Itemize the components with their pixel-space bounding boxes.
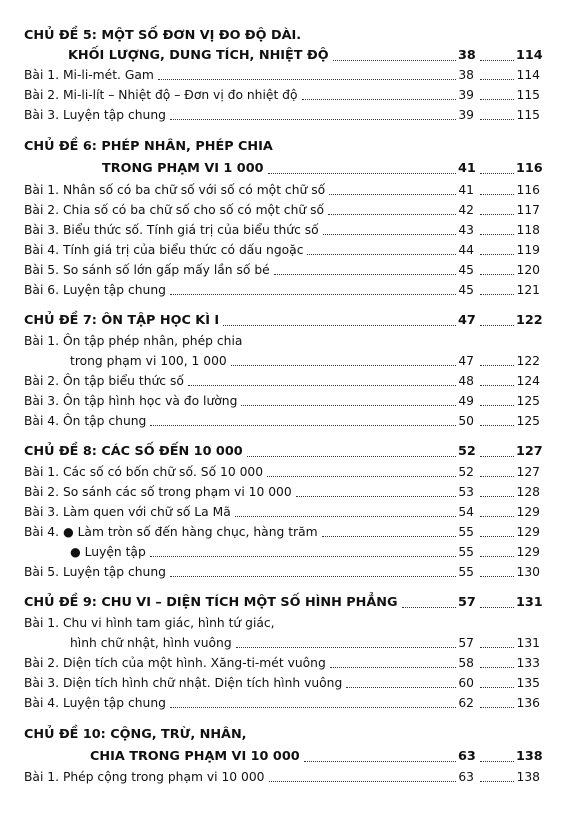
page-number-student: 45 — [458, 263, 474, 277]
toc-entry — [24, 222, 540, 238]
page-number-student: 47 — [458, 354, 474, 368]
dot-leader — [328, 214, 456, 215]
toc-entry — [24, 107, 540, 123]
page-number-student: 50 — [458, 414, 474, 428]
toc-entry — [24, 615, 540, 631]
page-number-answer: 125 — [516, 394, 540, 408]
toc-heading — [24, 139, 540, 155]
toc-label: Bài 3. Diện tích hình chữ nhật. Diện tích hình vuông — [24, 676, 343, 690]
toc-heading — [24, 595, 543, 611]
page-number-answer: 138 — [516, 749, 543, 764]
toc-label: Bài 2. Diện tích của một hình. Xăng-ti-mét vuông — [24, 656, 326, 670]
dot-leader — [480, 99, 514, 100]
toc-label: CHỦ ĐỀ 8: CÁC SỐ ĐẾN 10 000 — [24, 444, 243, 459]
toc-heading — [24, 727, 540, 743]
page-number-answer: 129 — [516, 545, 540, 559]
page-number-answer: 136 — [516, 696, 540, 710]
dot-leader — [480, 60, 514, 61]
dot-leader — [480, 385, 514, 386]
page-number-answer: 115 — [516, 88, 540, 102]
dot-leader — [158, 79, 456, 80]
page-number-answer: 124 — [516, 374, 540, 388]
toc-entry — [24, 675, 540, 691]
dot-leader — [330, 667, 456, 668]
toc-label: CHỦ ĐỀ 7: ÔN TẬP HỌC KÌ I — [24, 313, 220, 328]
toc-label: Bài 3. Làm quen với chữ số La Mã — [24, 505, 231, 519]
page-number-student: 48 — [458, 374, 474, 388]
toc-entry — [24, 67, 540, 83]
dot-leader — [304, 761, 456, 762]
toc-label: Bài 1. Nhân số có ba chữ số với số có một chữ số — [24, 183, 326, 197]
toc-label: Bài 5. So sánh số lớn gấp mấy lần số bé — [24, 263, 270, 277]
toc-heading — [24, 48, 543, 64]
page-number-answer: 121 — [516, 283, 540, 297]
page-number-answer: 138 — [516, 770, 540, 784]
dot-leader — [241, 405, 456, 406]
toc-label: trong phạm vi 100, 1 000 — [70, 354, 227, 368]
page-number-answer: 131 — [516, 636, 540, 650]
page-number-answer: 120 — [516, 263, 540, 277]
toc-entry — [24, 544, 540, 560]
toc-entry — [24, 413, 540, 429]
page-number-student: 42 — [458, 203, 474, 217]
dot-leader — [480, 516, 514, 517]
page-number-student: 63 — [458, 749, 476, 764]
dot-leader — [480, 687, 514, 688]
dot-leader — [296, 496, 456, 497]
toc-label: Bài 1. Các số có bốn chữ số. Số 10 000 — [24, 465, 264, 479]
toc-heading — [24, 28, 540, 44]
dot-leader — [480, 234, 514, 235]
page-number-student: 54 — [458, 505, 474, 519]
dot-leader — [480, 79, 514, 80]
toc-label: Bài 6. Luyện tập chung — [24, 283, 166, 297]
page-number-answer: 119 — [516, 243, 540, 257]
toc-entry — [24, 769, 540, 785]
page-number-student: 52 — [458, 444, 476, 459]
toc-entry — [24, 695, 540, 711]
dot-leader — [480, 365, 514, 366]
toc-heading — [24, 313, 543, 329]
dot-leader — [223, 325, 456, 326]
toc-entry — [24, 202, 540, 218]
page-number-answer: 122 — [516, 354, 540, 368]
toc-entry — [24, 262, 540, 278]
toc-entry — [24, 504, 540, 520]
dot-leader — [274, 274, 456, 275]
page-number-answer: 114 — [516, 48, 543, 63]
toc-label: Bài 3. Luyện tập chung — [24, 108, 166, 122]
dot-leader — [480, 761, 514, 762]
dot-leader — [480, 647, 514, 648]
toc-entry — [24, 373, 540, 389]
page-number-answer: 122 — [516, 313, 543, 328]
dot-leader — [307, 254, 456, 255]
dot-leader — [480, 173, 514, 174]
page-number-student: 43 — [458, 223, 474, 237]
toc-label: TRONG PHẠM VI 1 000 — [102, 161, 264, 176]
toc-entry — [24, 393, 540, 409]
dot-leader — [150, 556, 456, 557]
toc-label: Bài 2. So sánh các số trong phạm vi 10 000 — [24, 485, 292, 499]
dot-leader — [333, 60, 456, 61]
toc-entry — [24, 182, 540, 198]
dot-leader — [323, 234, 456, 235]
dot-leader — [480, 425, 514, 426]
dot-leader — [480, 667, 514, 668]
page-number-student: 39 — [458, 108, 474, 122]
dot-leader — [480, 707, 514, 708]
dot-leader — [188, 385, 456, 386]
dot-leader — [480, 476, 514, 477]
page-number-answer: 116 — [516, 161, 543, 176]
dot-leader — [480, 556, 514, 557]
dot-leader — [170, 294, 456, 295]
page-number-answer: 125 — [516, 414, 540, 428]
toc-entry — [24, 282, 540, 298]
toc-heading — [24, 444, 543, 460]
toc-label: Bài 2. Ôn tập biểu thức số — [24, 374, 184, 388]
dot-leader — [247, 456, 456, 457]
page-number-answer: 135 — [516, 676, 540, 690]
toc-heading — [24, 749, 543, 765]
page-number-student: 49 — [458, 394, 474, 408]
dot-leader — [480, 194, 514, 195]
page-number-student: 52 — [458, 465, 474, 479]
toc-entry — [24, 655, 540, 671]
page-number-student: 57 — [458, 636, 474, 650]
dot-leader — [170, 119, 456, 120]
dot-leader — [480, 781, 514, 782]
dot-leader — [269, 781, 456, 782]
dot-leader — [480, 405, 514, 406]
page-number-student: 60 — [458, 676, 474, 690]
page-number-student: 44 — [458, 243, 474, 257]
dot-leader — [322, 536, 456, 537]
page-number-answer: 117 — [516, 203, 540, 217]
page-number-answer: 128 — [516, 485, 540, 499]
dot-leader — [267, 476, 456, 477]
toc-label: Bài 5. Luyện tập chung — [24, 565, 166, 579]
dot-leader — [302, 99, 456, 100]
toc-label: Bài 2. Chia số có ba chữ số cho số có một chữ số — [24, 203, 324, 217]
dot-leader — [231, 365, 456, 366]
dot-leader — [402, 607, 456, 608]
page-number-answer: 129 — [516, 525, 540, 539]
page-number-answer: 114 — [516, 68, 540, 82]
toc-label: KHỐI LƯỢNG, DUNG TÍCH, NHIỆT ĐỘ — [68, 48, 329, 63]
page-number-student: 53 — [458, 485, 474, 499]
toc-entry — [24, 484, 540, 500]
dot-leader — [480, 576, 514, 577]
page-number-student: 55 — [458, 545, 474, 559]
dot-leader — [346, 687, 456, 688]
toc-label: CHỦ ĐỀ 5: MỘT SỐ ĐƠN VỊ ĐO ĐỘ DÀI. — [24, 28, 302, 43]
page-number-student: 41 — [458, 183, 474, 197]
dot-leader — [480, 536, 514, 537]
dot-leader — [236, 647, 456, 648]
page-number-answer: 129 — [516, 505, 540, 519]
toc-label: hình chữ nhật, hình vuông — [70, 636, 232, 650]
page-number-answer: 118 — [516, 223, 540, 237]
toc-entry — [24, 464, 540, 480]
page-number-answer: 127 — [516, 444, 543, 459]
dot-leader — [480, 214, 514, 215]
dot-leader — [235, 516, 456, 517]
toc-label: CHỦ ĐỀ 9: CHU VI – DIỆN TÍCH MỘT SỐ HÌNH PHẲNG — [24, 595, 398, 610]
dot-leader — [150, 425, 456, 426]
toc-label: Bài 1. Ôn tập phép nhân, phép chia — [24, 334, 243, 348]
page-number-student: 55 — [458, 525, 474, 539]
page-number-student: 55 — [458, 565, 474, 579]
page-number-answer: 133 — [516, 656, 540, 670]
toc-heading — [24, 161, 543, 177]
page-number-student: 45 — [458, 283, 474, 297]
page-number-student: 41 — [458, 161, 476, 176]
dot-leader — [480, 496, 514, 497]
dot-leader — [480, 325, 514, 326]
dot-leader — [480, 607, 514, 608]
page-number-answer: 115 — [516, 108, 540, 122]
page-number-student: 63 — [458, 770, 474, 784]
toc-entry — [24, 333, 540, 349]
page-number-answer: 127 — [516, 465, 540, 479]
page-number-student: 47 — [458, 313, 476, 328]
toc-entry — [24, 353, 540, 369]
toc-label: Bài 3. Ôn tập hình học và đo lường — [24, 394, 238, 408]
dot-leader — [480, 119, 514, 120]
page-number-student: 58 — [458, 656, 474, 670]
toc-label: CHIA TRONG PHẠM VI 10 000 — [90, 749, 300, 764]
toc-entry — [24, 242, 540, 258]
toc-label: ● Luyện tập — [70, 545, 146, 559]
toc-label: Bài 1. Phép cộng trong phạm vi 10 000 — [24, 770, 265, 784]
dot-leader — [480, 274, 514, 275]
toc-label: CHỦ ĐỀ 10: CỘNG, TRỪ, NHÂN, — [24, 727, 247, 742]
toc-entry — [24, 564, 540, 580]
page-number-answer: 130 — [516, 565, 540, 579]
toc-label: Bài 4. Ôn tập chung — [24, 414, 147, 428]
page-number-student: 38 — [458, 68, 474, 82]
dot-leader — [268, 173, 456, 174]
toc-label: Bài 4. ● Làm tròn số đến hàng chục, hàng trăm — [24, 525, 318, 539]
page-number-answer: 131 — [516, 595, 543, 610]
page-number-answer: 116 — [516, 183, 540, 197]
page-number-student: 38 — [458, 48, 476, 63]
page-number-student: 57 — [458, 595, 476, 610]
toc-entry — [24, 635, 540, 651]
toc-label: Bài 1. Chu vi hình tam giác, hình tứ giác, — [24, 616, 275, 630]
dot-leader — [480, 294, 514, 295]
dot-leader — [329, 194, 456, 195]
dot-leader — [170, 707, 456, 708]
toc-label: Bài 1. Mi-li-mét. Gam — [24, 68, 154, 82]
dot-leader — [480, 254, 514, 255]
toc-entry — [24, 524, 540, 540]
toc-label: Bài 4. Luyện tập chung — [24, 696, 166, 710]
toc-label: Bài 2. Mi-li-lít – Nhiệt độ – Đơn vị đo nhiệt độ — [24, 88, 298, 102]
toc-label: Bài 4. Tính giá trị của biểu thức có dấu ngoặc — [24, 243, 304, 257]
dot-leader — [170, 576, 456, 577]
toc-label: Bài 3. Biểu thức số. Tính giá trị của biểu thức số — [24, 223, 319, 237]
page-number-student: 39 — [458, 88, 474, 102]
page-number-student: 62 — [458, 696, 474, 710]
dot-leader — [480, 456, 514, 457]
toc-entry — [24, 87, 540, 103]
toc-label: CHỦ ĐỀ 6: PHÉP NHÂN, PHÉP CHIA — [24, 139, 273, 154]
